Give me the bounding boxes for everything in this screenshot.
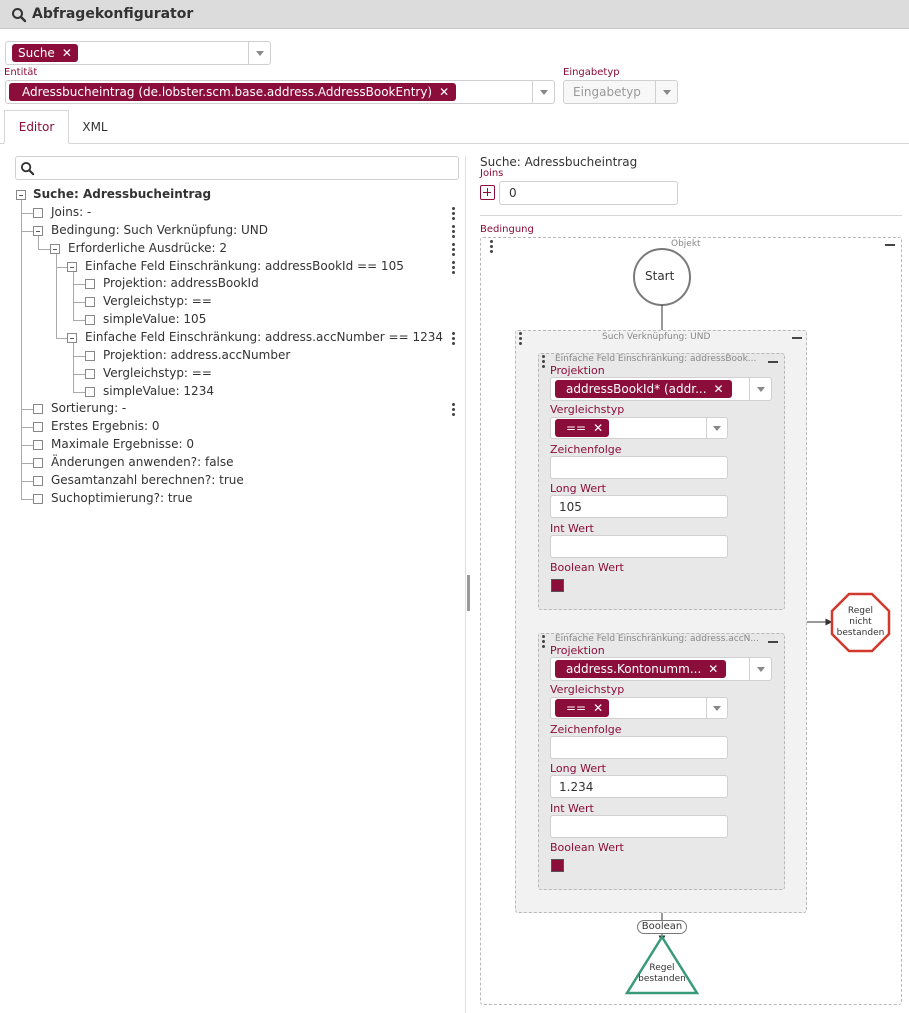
tree-item-max-results[interactable]: Maximale Ergebnisse: 0: [51, 437, 194, 451]
close-icon[interactable]: ✕: [708, 662, 719, 676]
tab-xml[interactable]: XML: [82, 120, 108, 134]
pass-label-line: bestanden: [638, 974, 686, 984]
input-type-placeholder: Eingabetyp: [573, 85, 641, 99]
boolean-checkbox[interactable]: [551, 859, 564, 872]
close-icon[interactable]: ✕: [439, 85, 450, 99]
card-caption: Einfache Feld Einschränkung: addressBook...: [555, 354, 757, 364]
fail-label-line: Regel: [847, 606, 874, 616]
tree-item-condition[interactable]: Bedingung: Such Verknüpfung: UND: [51, 223, 268, 237]
query-type-tag[interactable]: Suche ✕: [12, 44, 78, 62]
joins-value: 0: [509, 186, 517, 200]
fail-label: [832, 606, 889, 639]
string-input[interactable]: [550, 736, 728, 759]
collapse-icon[interactable]: [768, 361, 778, 363]
chevron-down-icon[interactable]: [749, 378, 771, 400]
close-icon[interactable]: ✕: [61, 46, 72, 60]
compare-select[interactable]: [550, 697, 728, 719]
kebab-menu-icon[interactable]: [519, 332, 523, 346]
kebab-menu-icon[interactable]: [542, 355, 546, 369]
long-input[interactable]: [550, 495, 728, 518]
int-label: Int Wert: [550, 802, 594, 815]
close-icon[interactable]: ✕: [593, 701, 604, 715]
chevron-down-icon[interactable]: [749, 658, 771, 680]
input-type-label: Eingabetyp: [563, 67, 620, 78]
pass-label: [627, 963, 697, 985]
close-icon[interactable]: ✕: [593, 421, 604, 435]
tree-item-first-result[interactable]: Erstes Ergebnis: 0: [51, 419, 160, 433]
tree-item-joins[interactable]: Joins: -: [51, 205, 92, 219]
compare-label: Vergleichstyp: [550, 683, 625, 696]
compare-tag[interactable]: == ✕: [555, 699, 609, 717]
tree-item-c1-compare[interactable]: Vergleichstyp: ==: [103, 294, 212, 308]
collapse-icon[interactable]: [768, 641, 778, 643]
tree-item-c2-compare[interactable]: Vergleichstyp: ==: [103, 366, 212, 380]
boolean-checkbox[interactable]: [551, 579, 564, 592]
long-value: 105: [559, 500, 582, 514]
tree-item-c2-projection[interactable]: Projektion: address.accNumber: [103, 348, 291, 362]
projection-select[interactable]: [550, 657, 772, 681]
string-label: Zeichenfolge: [550, 443, 622, 456]
tree-item-required[interactable]: Erforderliche Ausdrücke: 2: [68, 241, 228, 255]
collapse-icon[interactable]: [792, 337, 802, 339]
tree-item-root[interactable]: Suche: Adressbucheintrag: [33, 187, 212, 201]
fail-label-line: bestanden: [836, 628, 885, 638]
chevron-down-icon[interactable]: [706, 698, 727, 718]
start-label[interactable]: Start: [645, 269, 675, 283]
long-input[interactable]: [550, 775, 728, 798]
close-icon[interactable]: ✕: [713, 382, 724, 396]
tree-item-apply-changes[interactable]: Änderungen anwenden?: false: [51, 455, 234, 469]
tree-item-c1-projection[interactable]: Projektion: addressBookId: [103, 276, 259, 290]
page-title: Abfragekonfigurator: [32, 6, 194, 22]
tab-editor[interactable]: Editor: [4, 110, 69, 144]
boolean-badge: Boolean: [637, 920, 687, 934]
long-label: Long Wert: [550, 762, 606, 775]
compare-select[interactable]: [550, 417, 728, 439]
condition-label: Bedingung: [480, 224, 534, 235]
projection-select[interactable]: [550, 377, 772, 401]
joins-label: Joins: [480, 168, 504, 179]
long-value: 1.234: [559, 780, 594, 794]
object-caption: Objekt: [671, 239, 701, 249]
int-label: Int Wert: [550, 522, 594, 535]
boolean-label: Boolean Wert: [550, 561, 624, 574]
tree-item-total-count[interactable]: Gesamtanzahl berechnen?: true: [51, 473, 244, 487]
projection-tag[interactable]: address.Kontonumm... ✕: [555, 660, 726, 678]
right-heading: Suche: Adressbucheintrag: [480, 155, 638, 169]
long-label: Long Wert: [550, 482, 606, 495]
tree-item-constraint-2[interactable]: Einfache Feld Einschränkung: address.accNumber == 1234: [85, 330, 444, 344]
pass-label-line: Regel: [649, 963, 675, 973]
group-caption: Such Verknüpfung: UND: [602, 332, 711, 342]
kebab-menu-icon[interactable]: [542, 635, 546, 649]
compare-tag[interactable]: == ✕: [555, 419, 609, 437]
projection-label: Projektion: [550, 364, 605, 377]
card-caption: Einfache Feld Einschränkung: address.accN...: [555, 634, 759, 644]
fail-label-line: nicht: [849, 617, 872, 627]
tree-item-c2-value[interactable]: simpleValue: 1234: [103, 384, 214, 398]
compare-label: Vergleichstyp: [550, 403, 625, 416]
int-input[interactable]: [550, 535, 728, 558]
boolean-label: Boolean Wert: [550, 841, 624, 854]
int-input[interactable]: [550, 815, 728, 838]
entity-label: Entität: [4, 67, 38, 78]
tree-item-search-optimization[interactable]: Suchoptimierung?: true: [51, 491, 193, 505]
string-label: Zeichenfolge: [550, 723, 622, 736]
entity-tag[interactable]: Adressbucheintrag (de.lobster.scm.base.address.AddressBookEntry) ✕: [9, 83, 456, 101]
projection-label: Projektion: [550, 644, 605, 657]
chevron-down-icon[interactable]: [706, 418, 727, 438]
tree-item-constraint-1[interactable]: Einfache Feld Einschränkung: addressBookId == 105: [85, 259, 404, 273]
tree-item-sort[interactable]: Sortierung: -: [51, 401, 127, 415]
tree-item-c1-value[interactable]: simpleValue: 105: [103, 312, 207, 326]
projection-tag[interactable]: addressBookId* (addr... ✕: [555, 380, 732, 398]
string-input[interactable]: [550, 456, 728, 479]
